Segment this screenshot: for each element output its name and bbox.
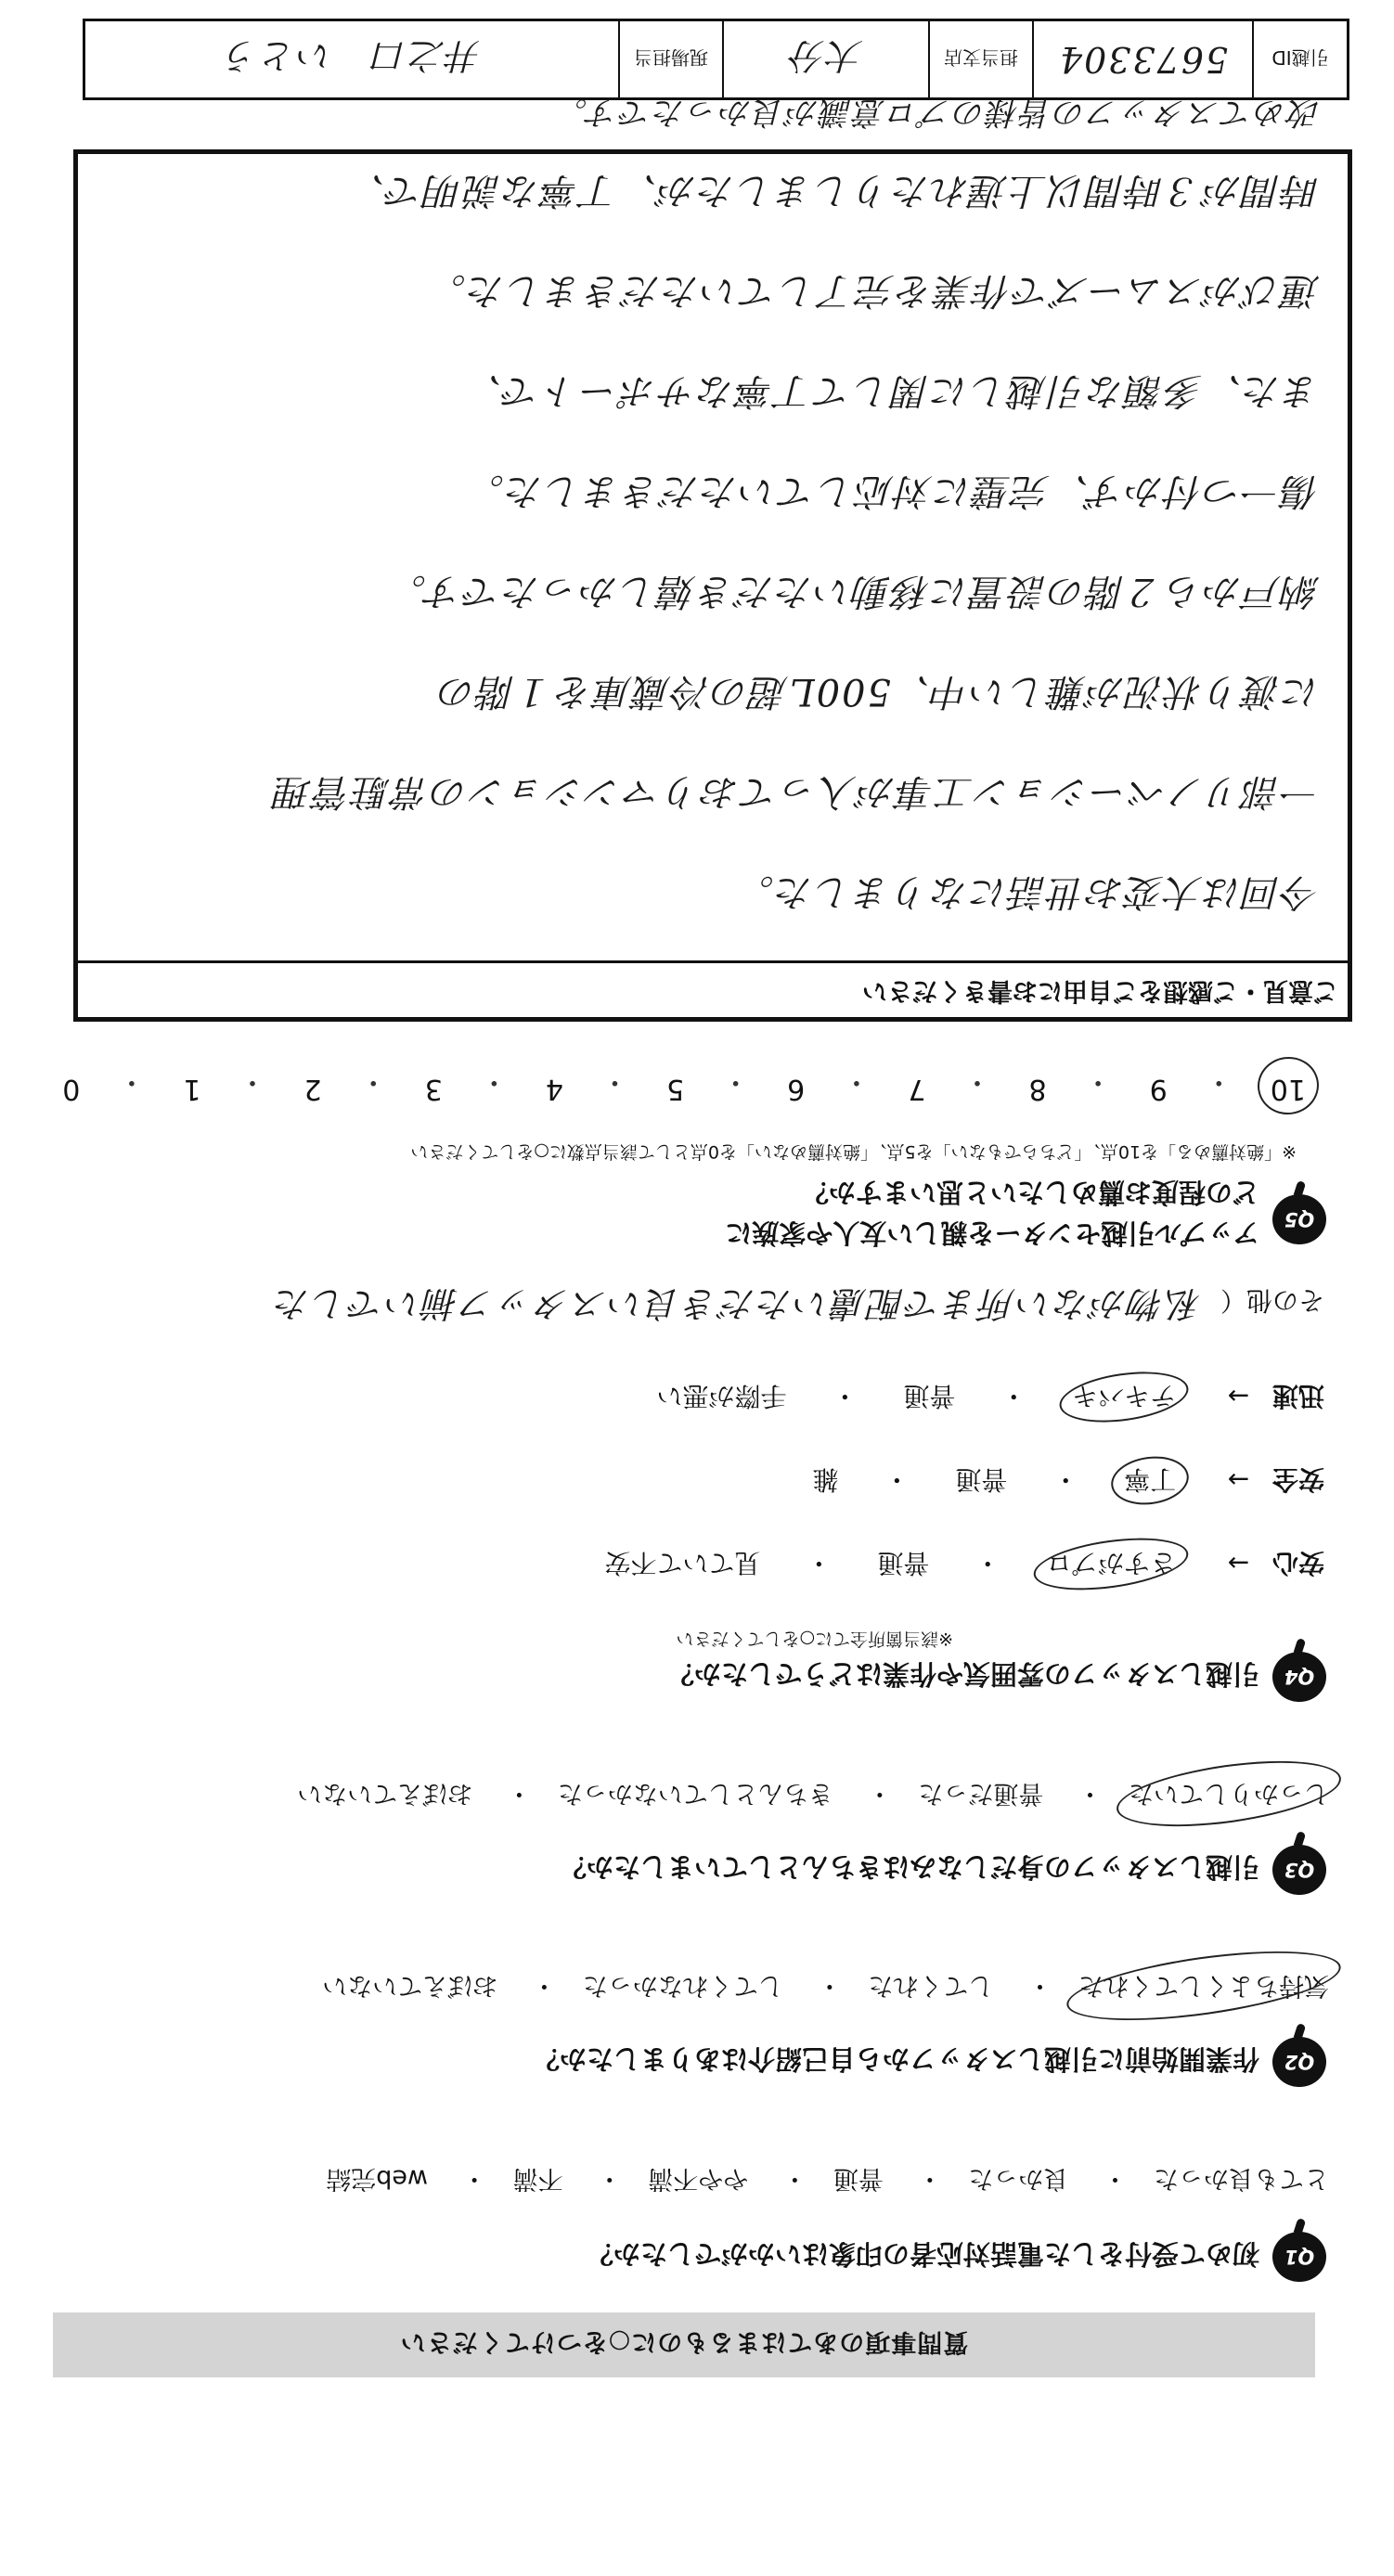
scale-point[interactable]: 7 — [908, 1073, 926, 1105]
q1-option[interactable]: やや不満 — [648, 2164, 749, 2193]
comment-line: 納戸から２階の設置に移動いただき嬉しかったです。 — [387, 570, 1320, 612]
q2-text: 作業開始前に引越しスタッフから自己紹介はありましたか？ — [532, 2043, 1259, 2075]
comment-line: 改めてスタッフの皆様のプロ意識が良かったです。 — [553, 94, 1320, 131]
question-5 — [410, 1137, 1315, 1254]
q3-option[interactable]: きちんとしていなかった — [557, 1779, 833, 1808]
comment-line: また、多額な引越しに関して丁寧なサポートで、 — [462, 369, 1320, 412]
q4-option-selected[interactable]: さすがプロ — [1046, 1548, 1177, 1578]
arrow-icon: → — [1227, 1381, 1250, 1411]
comment-line: 一部リノベーション工事が入っておりマンションの常駐管理 — [273, 770, 1320, 813]
q4-row-anzen: 安全 → 丁寧 ・ 普通 ・ 雑 — [812, 1462, 1324, 1500]
q1-options: とても良かった・ 良かった・ 普通・ やや不満・ 不満・ web完結 — [326, 2157, 1329, 2198]
scale-point[interactable]: 5 — [666, 1073, 685, 1105]
q4-other — [273, 1282, 1324, 1333]
comment-box — [73, 94, 1352, 1022]
q1-option[interactable]: 不満 — [512, 2164, 563, 2193]
q2-options: 気持ちよくしてくれた・ してくれた・ してくれなかった・ おぼえていない — [322, 1964, 1329, 2005]
q4-row-jinsoku: 迅速 → テキパキ ・ 普通 ・ 手際が悪い — [656, 1379, 1324, 1416]
comment-line: に渡り状況が難しい中、500L超の冷蔵庫を１階の — [437, 670, 1320, 713]
comment-line: 時間が３時間以上遅れたりしましたが、丁寧な説明で、 — [345, 169, 1320, 212]
q4-badge: Q4 — [1272, 1652, 1326, 1702]
q1-text: 初めて受付をした電話対応者の印象はいかがでしたか？ — [586, 2238, 1259, 2270]
q4-row-label: 迅速 — [1271, 1381, 1324, 1411]
site-leader-value: 井之口 いとう — [222, 35, 483, 77]
scale-point[interactable]: 6 — [787, 1073, 806, 1105]
q4-option[interactable]: 普通 — [903, 1381, 956, 1411]
q4-row-label: 安全 — [1271, 1464, 1324, 1495]
scale-point[interactable]: 4 — [545, 1073, 563, 1105]
q1-option[interactable]: web完結 — [326, 2164, 429, 2193]
q3-option[interactable]: おぼえていない — [297, 1779, 473, 1808]
q4-option[interactable]: 雑 — [812, 1464, 839, 1495]
q4-option-selected[interactable]: テキパキ — [1072, 1381, 1177, 1411]
q4-option[interactable]: 普通 — [877, 1548, 930, 1578]
q4-option[interactable]: 普通 — [955, 1464, 1008, 1495]
q4-option-selected[interactable]: 丁寧 — [1124, 1464, 1177, 1495]
q1-option[interactable]: 普通 — [833, 2164, 884, 2193]
q2-option-selected[interactable]: 気持ちよくしてくれた — [1078, 1964, 1329, 2005]
scale-point[interactable]: 1 — [183, 1073, 201, 1105]
question-1 — [326, 2157, 1329, 2274]
q5-text-line1: アップル引越センターを親しい友人や家族に — [725, 1217, 1259, 1249]
branch-label: 担当支店 — [928, 21, 1032, 97]
question-4 — [666, 1624, 1315, 1694]
q5-note: ※「絶対薦める」を10点、「どちらでもない」を5点、「絶対薦めない」を0点として該当点数に○をしてください — [410, 1141, 1297, 1162]
question-3 — [297, 1772, 1329, 1887]
comment-line: 傷一つ付かず、完璧に対応していただきました。 — [465, 470, 1320, 512]
q5-badge: Q5 — [1272, 1194, 1326, 1244]
arrow-icon: → — [1227, 1548, 1250, 1578]
q4-text: 引越しスタッフの雰囲気や作業はどうでしたか？ — [666, 1658, 1259, 1690]
scale-point-selected[interactable]: 10 — [1271, 1064, 1306, 1105]
q2-option[interactable]: おぼえていない — [322, 1971, 498, 2000]
q3-options: しっかりしていた・ 普通だった・ きちんとしていなかった・ おぼえていない — [297, 1772, 1329, 1813]
q5-scale: 10 ・ 9 ・ 8 ・ 7 ・ 6 ・ 5 ・ 4 ・ 3 ・ 2 ・ 1 ・ 0 — [62, 1065, 1306, 1105]
comment-title: ご意見・ご感想をご自由にお書きください — [78, 960, 1348, 1017]
q2-badge: Q2 — [1272, 2037, 1326, 2087]
move-id-label: 引越ID — [1252, 21, 1347, 97]
footer-info-table — [83, 19, 1349, 100]
scale-point[interactable]: 2 — [303, 1073, 322, 1105]
q4-other-handwriting[interactable]: 私物がない所まで配慮いただき良いスタッフ揃いでした — [273, 1283, 1202, 1324]
move-id-value: 5673304 — [1032, 21, 1252, 97]
q4-row-anshin: 安心 → さすがプロ ・ 普通 ・ 見ていて不安 — [604, 1546, 1324, 1583]
q1-option[interactable]: とても良かった — [1154, 2164, 1329, 2193]
scale-point[interactable]: 9 — [1149, 1073, 1168, 1105]
comment-line: 今回は大変お世話になりました。 — [735, 870, 1320, 913]
scale-point[interactable]: 8 — [1028, 1073, 1047, 1105]
comment-line: 運びがスムーズで作業を完了していただきました。 — [427, 269, 1320, 312]
site-leader-label: 現場担当 — [618, 21, 722, 97]
q3-text: 引越しスタッフの身だしなみはきちんとしていましたか？ — [559, 1851, 1259, 1883]
instructions-banner: 質問事項のあてはまるものに○をつけてください — [53, 2312, 1315, 2377]
question-2 — [322, 1964, 1329, 2080]
q4-option[interactable]: 手際が悪い — [656, 1381, 787, 1411]
q4-other-label: その他（ — [1220, 1285, 1324, 1316]
q1-option[interactable]: 良かった — [968, 2164, 1069, 2193]
q3-option[interactable]: 普通だった — [918, 1779, 1044, 1808]
q4-option[interactable]: 見ていて不安 — [604, 1548, 761, 1578]
q5-text-line2: どの程度お薦めしたいと思いますか？ — [801, 1177, 1259, 1208]
q2-option[interactable]: してくれなかった — [582, 1971, 783, 2000]
branch-value: 大分 — [722, 21, 928, 97]
q2-option[interactable]: してくれた — [868, 1971, 994, 2000]
comment-handwriting[interactable] — [78, 66, 1348, 960]
q4-note: ※該当箇所全てに○をしてください — [676, 1629, 953, 1649]
q3-option-selected[interactable]: しっかりしていた — [1129, 1772, 1329, 1813]
q3-badge: Q3 — [1272, 1845, 1326, 1895]
scale-point[interactable]: 3 — [424, 1073, 443, 1105]
q4-row-label: 安心 — [1271, 1548, 1324, 1578]
q1-badge: Q1 — [1272, 2232, 1326, 2282]
scale-point[interactable]: 0 — [62, 1073, 81, 1105]
arrow-icon: → — [1227, 1464, 1250, 1495]
